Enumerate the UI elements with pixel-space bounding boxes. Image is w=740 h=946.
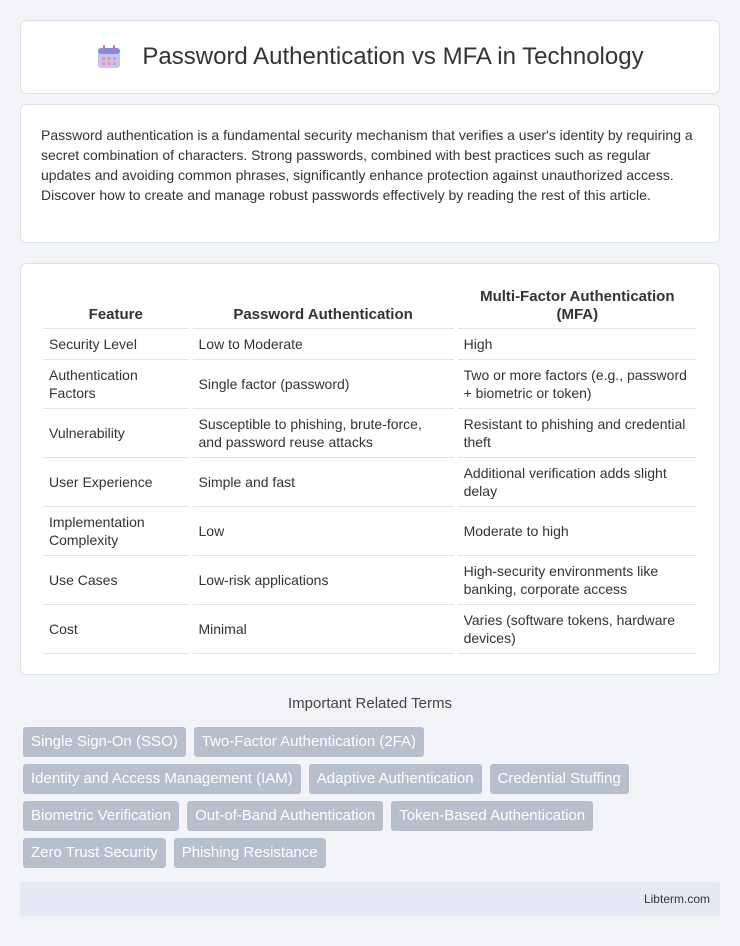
tag-token-based-authentication[interactable]: Token-Based Authentication (391, 801, 593, 831)
tag-phishing-resistance[interactable]: Phishing Resistance (174, 838, 326, 868)
table-header-row (43, 284, 697, 329)
header-mfa: Multi-Factor Authentication (MFA) (458, 284, 697, 329)
table-row (43, 556, 697, 605)
intro-text: Password authentication is a fundamental security mechanism that verifies a user's identity by requiring a secret combination of characters. Strong passwords, combined with best practices such as regular updates and avoiding common phrases, significantly enhance protection against unauthorized access. Discover how to create and manage robust passwords effectively by reading the rest of this article. (41, 127, 693, 203)
table-cell: User Experience (43, 458, 189, 507)
table-row (43, 329, 697, 360)
page-title: Password Authentication vs MFA in Technology (142, 43, 644, 70)
table-row (43, 507, 697, 556)
tag-sso[interactable]: Single Sign-On (SSO) (23, 727, 186, 757)
comparison-card (20, 263, 720, 675)
table-cell: Two or more factors (e.g., password + biometric or token) (458, 360, 697, 409)
tag-row (23, 764, 723, 794)
tag-iam[interactable]: Identity and Access Management (IAM) (23, 764, 301, 794)
table-cell: Security Level (43, 329, 189, 360)
tag-zero-trust-security[interactable]: Zero Trust Security (23, 838, 166, 868)
related-terms-title: Important Related Terms (288, 695, 452, 712)
intro-card (20, 104, 720, 243)
table-cell: Use Cases (43, 556, 189, 605)
table-cell: Resistant to phishing and credential theft (458, 409, 697, 458)
table-cell: Authentication Factors (43, 360, 189, 409)
related-terms-tags (23, 727, 723, 875)
table-cell: Varies (software tokens, hardware devices) (458, 605, 697, 654)
calendar-icon (96, 44, 122, 70)
table-row (43, 605, 697, 654)
tag-biometric-verification[interactable]: Biometric Verification (23, 801, 179, 831)
header-feature: Feature (43, 284, 189, 329)
table-row (43, 458, 697, 507)
tag-row (23, 727, 723, 757)
tag-row (23, 838, 723, 868)
tag-row (23, 801, 723, 831)
table-cell: Single factor (password) (193, 360, 454, 409)
table-cell: Low (193, 507, 454, 556)
header-password: Password Authentication (193, 284, 454, 329)
table-cell: Low to Moderate (193, 329, 454, 360)
table-cell: Moderate to high (458, 507, 697, 556)
table-cell: Minimal (193, 605, 454, 654)
table-cell: Low-risk applications (193, 556, 454, 605)
table-cell: High-security environments like banking, corporate access (458, 556, 697, 605)
tag-credential-stuffing[interactable]: Credential Stuffing (490, 764, 629, 794)
footer (20, 882, 720, 916)
table-cell: Susceptible to phishing, brute-force, and password reuse attacks (193, 409, 454, 458)
table-cell: Cost (43, 605, 189, 654)
table-cell: Simple and fast (193, 458, 454, 507)
table-cell: High (458, 329, 697, 360)
tag-2fa[interactable]: Two-Factor Authentication (2FA) (194, 727, 424, 757)
comparison-table (39, 284, 701, 654)
tag-out-of-band-authentication[interactable]: Out-of-Band Authentication (187, 801, 383, 831)
footer-site-link[interactable]: Libterm.com (643, 892, 710, 906)
table-row (43, 409, 697, 458)
table-cell: Additional verification adds slight delay (458, 458, 697, 507)
table-row (43, 360, 697, 409)
tag-adaptive-authentication[interactable]: Adaptive Authentication (309, 764, 482, 794)
title-card (20, 20, 720, 94)
table-cell: Vulnerability (43, 409, 189, 458)
table-cell: Implementation Complexity (43, 507, 189, 556)
